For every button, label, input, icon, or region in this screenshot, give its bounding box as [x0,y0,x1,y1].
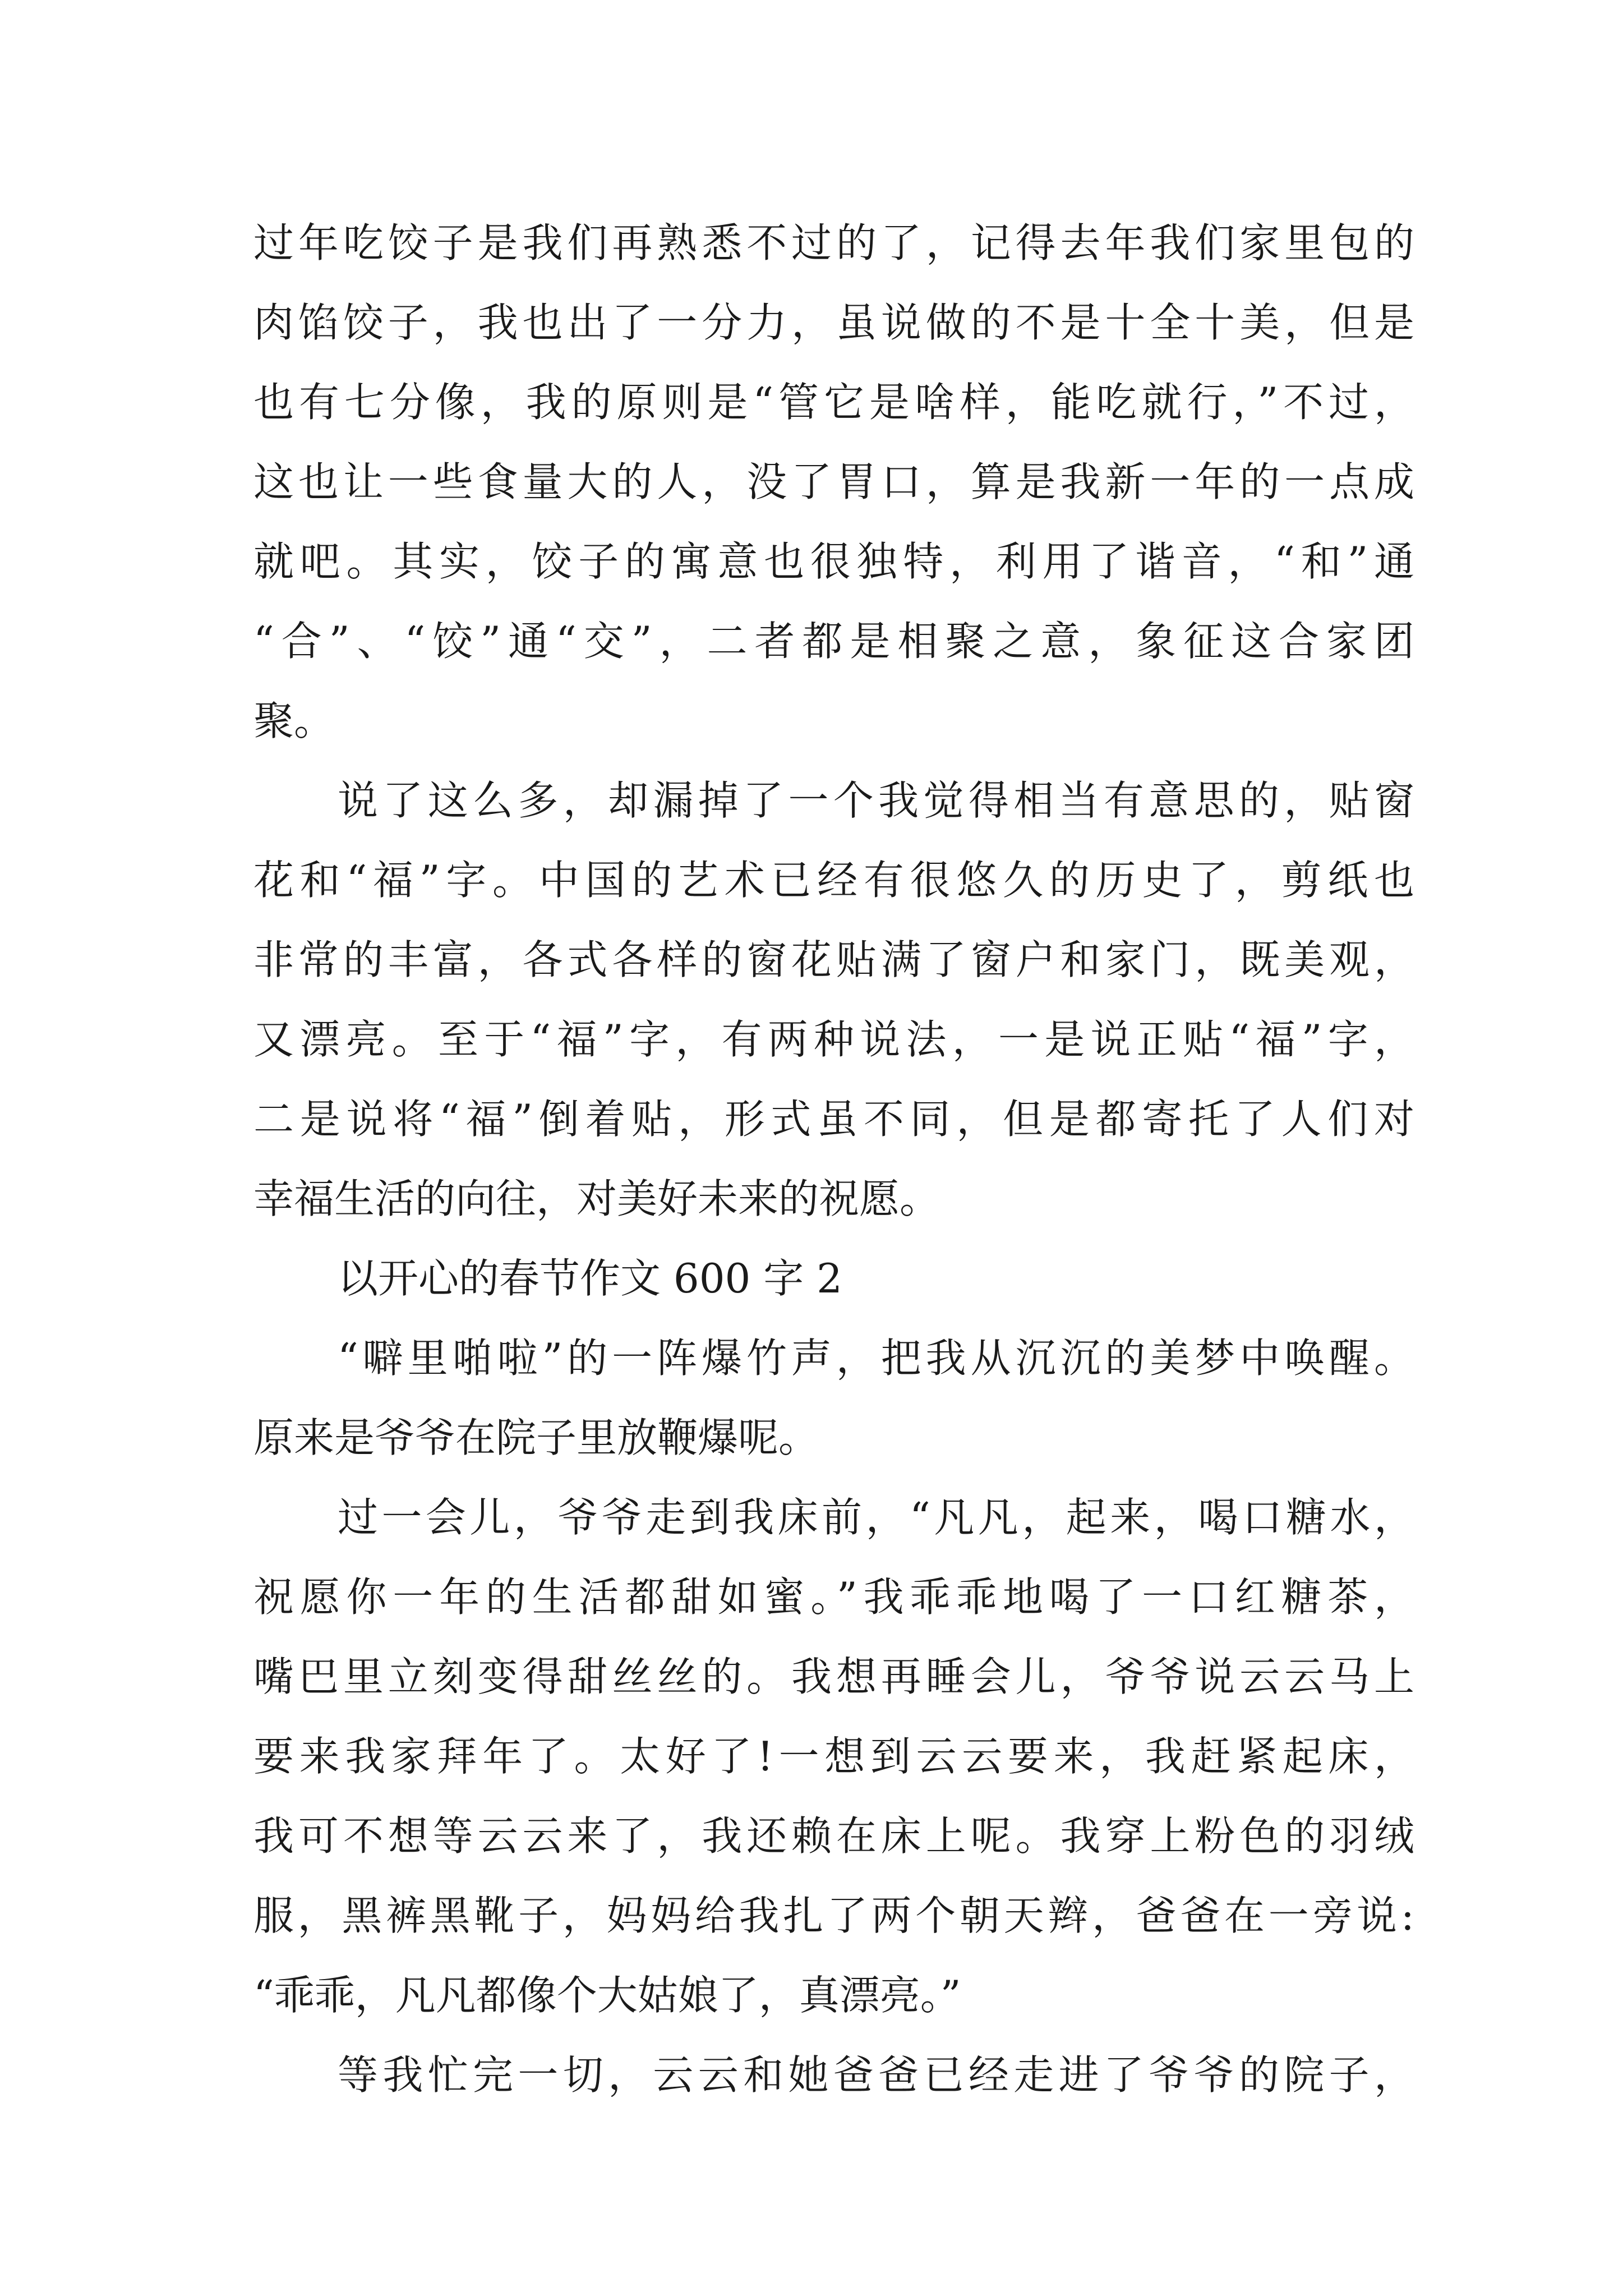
text-line: 二是说将“福”倒着贴，形式虽不同，但是都寄托了人们对 [253,1096,1414,1143]
section-heading: 以开心的春节作文 600 字 2 [338,1255,842,1302]
text-line: 祝愿你一年的生活都甜如蜜。”我乖乖地喝了一口红糖茶， [253,1573,1414,1621]
text-line: 嘴巴里立刻变得甜丝丝的。我想再睡会儿，爷爷说云云马上 [253,1653,1414,1700]
text-line: 肉馅饺子，我也出了一分力，虽说做的不是十全十美，但是 [253,299,1414,346]
document-body [253,203,1414,2115]
text-line: 就吧。其实，饺子的寓意也很独特，利用了谐音，“和”通 [253,538,1414,585]
paragraph-first-line: 等我忙完一切，云云和她爸爸已经走进了爷爷的院子， [338,2051,1414,2099]
paragraph-first-line: 过一会儿，爷爷走到我床前，“凡凡，起来，喝口糖水， [338,1494,1414,1541]
text-line: 花和“福”字。中国的艺术已经有很悠久的历史了，剪纸也 [253,857,1414,904]
text-line: “合”、“饺”通“交”，二者都是相聚之意，象征这合家团 [253,618,1414,665]
text-line: “乖乖，凡凡都像个大姑娘了，真漂亮。” [253,1972,961,2019]
paragraph-first-line: 说了这么多，却漏掉了一个我觉得相当有意思的，贴窗 [338,777,1414,824]
text-line: 也有七分像，我的原则是“管它是啥样，能吃就行，”不过， [253,379,1414,426]
text-line: 非常的丰富，各式各样的窗花贴满了窗户和家门，既美观， [253,936,1414,983]
text-line: 过年吃饺子是我们再熟悉不过的了，记得去年我们家里包的 [253,219,1414,266]
text-line: 要来我家拜年了。太好了!一想到云云要来，我赶紧起床， [253,1733,1414,1780]
text-line: 我可不想等云云来了，我还赖在床上呢。我穿上粉色的羽绒 [253,1812,1414,1860]
text-line: 又漂亮。至于“福”字，有两种说法，一是说正贴“福”字， [253,1016,1414,1063]
text-line: 幸福生活的向往，对美好未来的祝愿。 [253,1175,940,1222]
text-line: 原来是爷爷在院子里放鞭爆呢。 [253,1414,819,1461]
text-line: 服，黑裤黑靴子，妈妈给我扎了两个朝天辫，爸爸在一旁说: [253,1892,1414,1939]
text-line: 这也让一些食量大的人，没了胃口，算是我新一年的一点成 [253,458,1414,505]
text-line: 聚。 [253,697,335,744]
paragraph-first-line: “噼里啪啦”的一阵爆竹声，把我从沉沉的美梦中唤醒。 [338,1335,1414,1382]
